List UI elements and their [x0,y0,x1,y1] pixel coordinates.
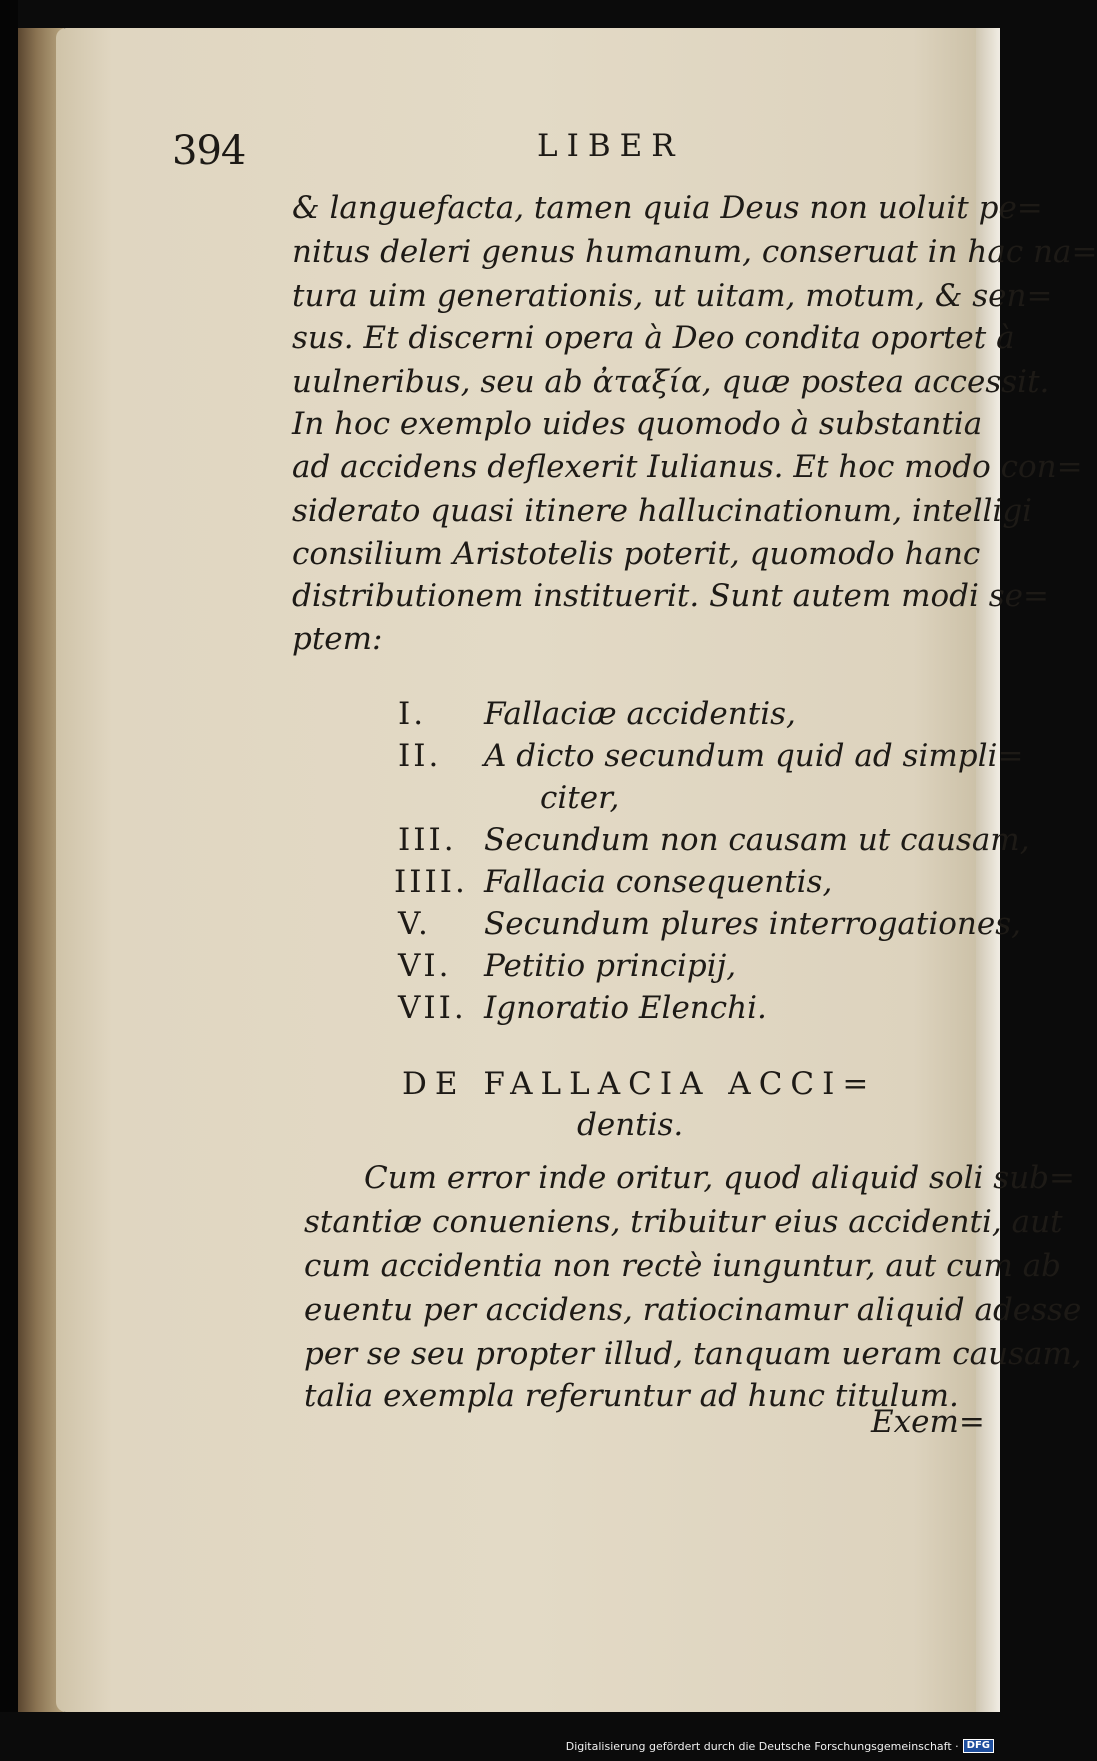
list-item: A dicto secundum quid ad simpli= [484,738,1024,774]
text-line: & languefacta, tamen quia Deus non uoluit pe= [292,190,1043,226]
list-item: Ignoratio Elenchi. [484,990,767,1026]
list-numeral: VII. [398,990,467,1026]
text-line: ad accidens deflexerit Iulianus. Et hoc modo con= [292,449,1083,485]
list-numeral: IIII. [394,864,468,900]
text-line: tura uim generationis, ut uitam, motum, & sen= [292,278,1053,314]
binding-shadow [0,0,18,1712]
footer-credit [566,1739,994,1753]
section-heading: DE FALLACIA ACCI= [402,1066,877,1102]
text-line: consilium Aristotelis poterit, quomodo hanc [292,536,981,572]
list-numeral: VI. [398,948,452,984]
footer-text: Digitalisierung gefördert durch die Deutsche Forschungsgemeinschaft · [565,1739,959,1753]
text-line: In hoc exemplo uides quomodo à substantia [292,406,983,442]
list-item-continuation: citer, [540,780,620,816]
text-line: stantiæ conueniens, tribuitur eius accidenti, aut [304,1204,1063,1240]
text-line: uulneribus, seu ab ἀταξία, quæ postea accessit. [292,364,1050,400]
list-numeral: III. [398,822,457,858]
list-item: Secundum non causam ut causam, [484,822,1030,858]
text-line: ptem: [292,621,383,657]
text-line: distributionem instituerit. Sunt autem modi se= [292,578,1049,614]
text-line: euentu per accidens, ratiocinamur aliquid adesse [304,1292,1082,1328]
list-numeral: I. [398,696,427,732]
dfg-logo: DFG [963,1739,994,1753]
text-line: per se seu propter illud, tanquam ueram causam, [304,1336,1082,1372]
text-line: sus. Et discerni opera à Deo condita oportet à [292,320,1015,356]
text-line: talia exempla referuntur ad hunc titulum. [304,1378,959,1414]
list-item: Fallacia consequentis, [484,864,833,900]
running-header: LIBER [537,128,684,164]
list-item: Fallaciæ accidentis, [484,696,796,732]
text-line: nitus deleri genus humanum, conseruat in hac na= [292,234,1097,270]
bottom-bar [0,1712,1000,1761]
list-item: Secundum plures interrogationes, [484,906,1022,942]
catchword: Exem= [871,1404,985,1440]
text-line: cum accidentia non rectè iunguntur, aut cum ab [304,1248,1062,1284]
list-numeral: V. [398,906,431,942]
text-line: Cum error inde oritur, quod aliquid soli sub= [364,1160,1075,1196]
list-numeral: II. [398,738,442,774]
list-item: Petitio principij, [484,948,737,984]
section-heading-continuation: dentis. [577,1107,684,1143]
page-number: 394 [172,128,246,174]
text-line: siderato quasi itinere hallucinationum, intelligi [292,493,1033,529]
